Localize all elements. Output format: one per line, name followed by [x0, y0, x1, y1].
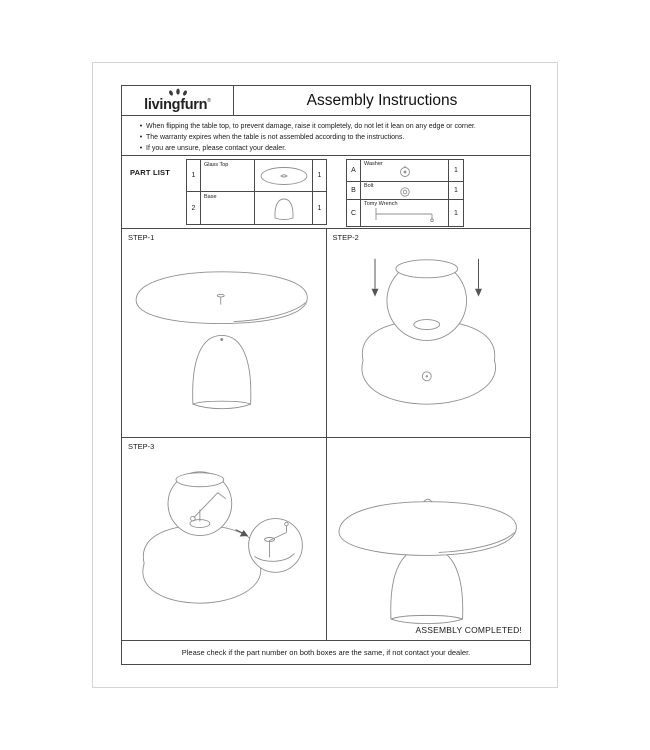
part-no: 1 [187, 160, 201, 192]
part-name: Base [201, 192, 255, 224]
part-list-section [122, 156, 530, 229]
instruction-sheet [121, 85, 531, 665]
step-3-illustration [122, 438, 326, 640]
step-1-illustration [122, 229, 326, 437]
glass-top-icon [255, 160, 313, 192]
completed-illustration [327, 438, 531, 640]
step-1-label: STEP-1 [128, 233, 155, 242]
hw-no: B [347, 182, 361, 200]
note-text: The warranty expires when the table is not assembled according to the instructions. [146, 134, 405, 141]
part-no: 2 [187, 192, 201, 224]
part-name: Glass Top [201, 160, 255, 192]
steps-row-2 [122, 438, 530, 641]
note-text: When flipping the table top, to prevent damage, raise it completely, do not let it lean on any edge or corner. [146, 123, 476, 130]
hw-no: A [347, 160, 361, 182]
hw-no: C [347, 200, 361, 226]
part-list-label: PART LIST [130, 168, 170, 177]
washer-icon [395, 164, 415, 178]
hw-name: Tomy Wrench [364, 201, 398, 207]
note-line [136, 132, 522, 143]
hw-item [361, 160, 449, 182]
warning-notes [122, 116, 530, 156]
logo-text: livingfurn [144, 97, 208, 113]
bullet: • [139, 134, 143, 141]
bolt-icon [395, 185, 415, 197]
hw-name: Washer [364, 161, 383, 167]
bullet: • [139, 123, 143, 130]
step-2-illustration [327, 229, 531, 437]
step-2-panel [327, 229, 531, 437]
step-3-panel [122, 438, 327, 640]
brand-logo [122, 86, 234, 115]
base-icon [255, 192, 313, 224]
document-page [92, 62, 558, 688]
note-text: If you are unsure, please contact your dealer. [146, 145, 287, 152]
hw-qty: 1 [454, 209, 458, 217]
parts-table [186, 159, 327, 225]
hw-item [361, 200, 449, 226]
steps-row-1 [122, 229, 530, 438]
hw-qty: 1 [449, 182, 463, 200]
footer [122, 641, 530, 664]
part-qty: 1 [317, 204, 322, 212]
step-2-label: STEP-2 [332, 233, 359, 242]
assembly-completed-panel [327, 438, 531, 640]
bullet: • [139, 145, 143, 152]
header [122, 86, 530, 116]
title-area [234, 86, 530, 115]
registered-mark: ® [207, 98, 211, 104]
note-line [136, 121, 522, 132]
hw-qty: 1 [449, 160, 463, 182]
hw-item [361, 182, 449, 200]
footer-text: Please check if the part number on both boxes are the same, if not contact your dealer. [181, 648, 471, 657]
hardware-table [346, 159, 464, 227]
part-qty: 1 [313, 160, 326, 192]
assembly-completed-text: ASSEMBLY COMPLETED! [415, 625, 522, 635]
hw-name: Bolt [364, 183, 374, 189]
step-3-label: STEP-3 [128, 442, 155, 451]
note-line [136, 143, 522, 154]
leaf-cluster-icon [165, 88, 191, 97]
step-1-panel [122, 229, 327, 437]
page-title: Assembly Instructions [306, 91, 458, 109]
